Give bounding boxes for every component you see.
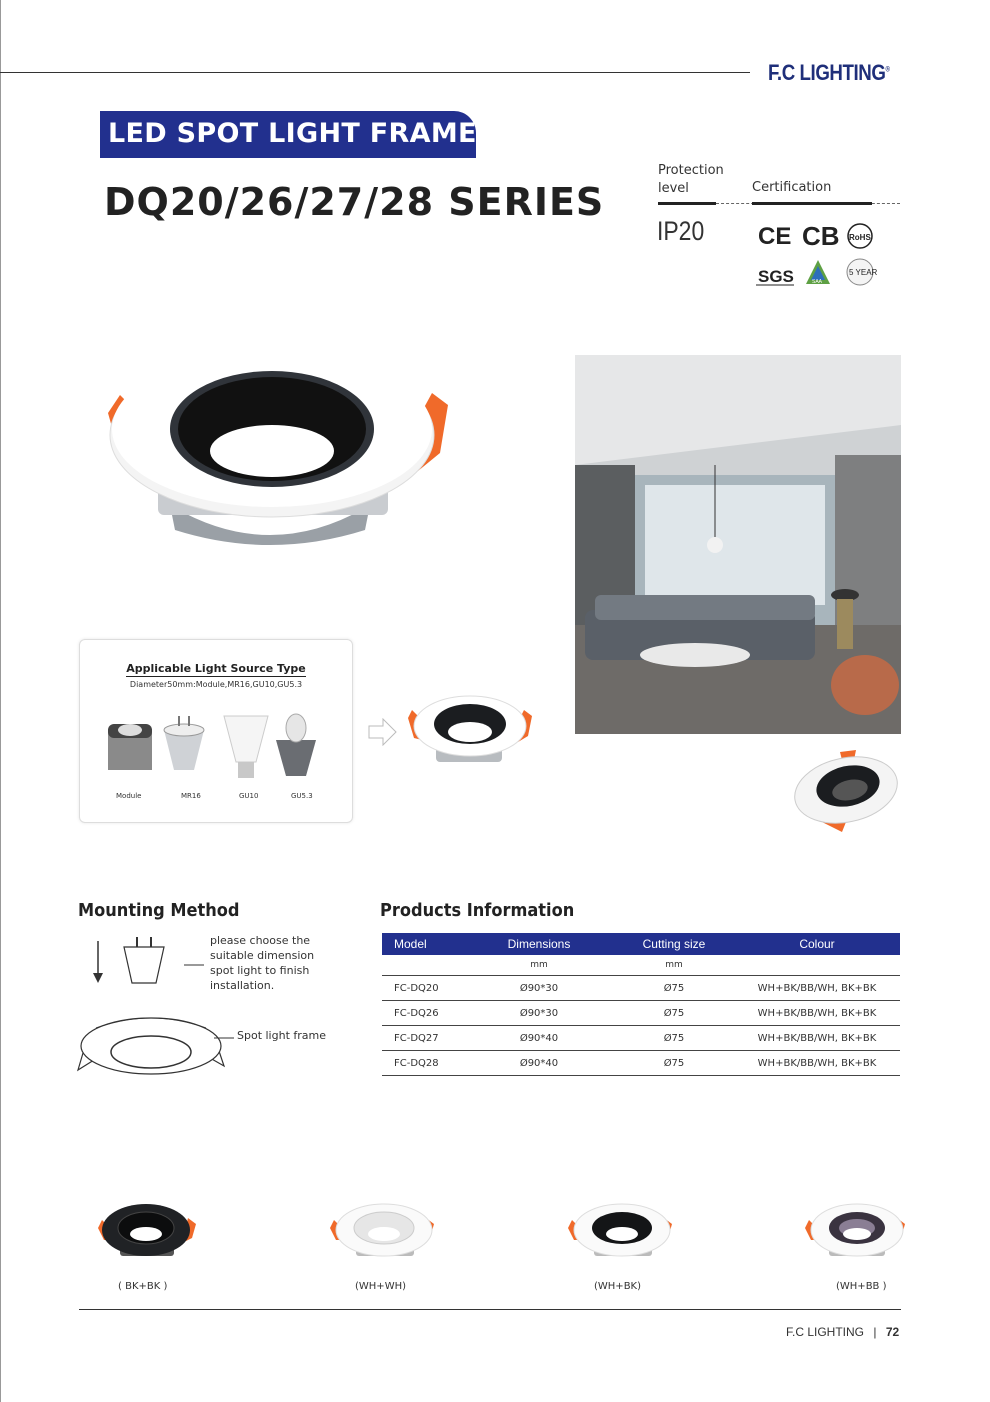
variant-label-wh-wh: (WH+WH): [355, 1281, 406, 1292]
header-model: Model: [382, 933, 464, 955]
product-small-image: [406, 688, 536, 770]
sgs-icon: SGS: [758, 267, 794, 286]
light-type-module: Module: [116, 792, 142, 800]
mounting-instruction: please choose the suitable dimension spot light to finish installation.: [210, 934, 315, 992]
page-number: 72: [885, 1325, 900, 1339]
cb-icon: CB: [802, 221, 840, 251]
product-main-image: [100, 335, 460, 560]
protection-underline: [658, 202, 716, 205]
table-row: FC-DQ20 Ø90*30 Ø75 WH+BK/BB/WH, BK+BK: [382, 976, 900, 1001]
footer-brand: F.C LIGHTING: [786, 1325, 865, 1339]
gu10-icon: [224, 716, 268, 778]
interior-photo: [575, 355, 901, 734]
table-row: FC-DQ27 Ø90*40 Ø75 WH+BK/BB/WH, BK+BK: [382, 1026, 900, 1051]
category-title: LED SPOT LIGHT FRAME: [108, 118, 477, 149]
header-cutting-size: Cutting size: [614, 933, 734, 955]
light-source-subtitle: Diameter50mm:Module,MR16,GU10,GU5.3: [129, 680, 303, 689]
module-icon: [108, 724, 152, 770]
variant-label-wh-bb: (WH+BB ): [836, 1281, 887, 1292]
light-type-mr16: MR16: [181, 792, 201, 800]
protection-label: Protection level: [658, 163, 724, 196]
mounting-diagram-frame: [76, 1010, 236, 1082]
variant-label-wh-bk: (WH+BK): [594, 1281, 642, 1292]
variant-label-bk-bk: ( BK+BK ): [118, 1281, 168, 1292]
left-margin-line: [0, 0, 1, 1402]
table-row: FC-DQ28 Ø90*40 Ø75 WH+BK/BB/WH, BK+BK: [382, 1051, 900, 1076]
header-colour: Colour: [734, 933, 900, 955]
footer-separator: |: [873, 1325, 877, 1339]
products-table: [382, 933, 900, 1076]
product-angled-image: [790, 748, 900, 838]
variant-bk-bk-image: [98, 1198, 198, 1268]
products-title: Products Information: [380, 900, 575, 921]
bulb-outline-icon: [124, 947, 164, 983]
variant-wh-wh-image: [330, 1198, 440, 1268]
ip-rating: IP20: [657, 216, 705, 246]
certification-underline: [752, 202, 872, 205]
mounting-diagram-bulb: [88, 935, 208, 987]
arrow-right-icon: [368, 718, 398, 746]
light-source-title: Applicable Light Source Type: [126, 662, 306, 675]
footer: [786, 1325, 899, 1339]
light-type-gu53: GU5.3: [291, 792, 313, 800]
bulb-images: [100, 710, 340, 790]
mounting-title: Mounting Method: [78, 900, 240, 921]
table-units-row: mm mm: [382, 955, 900, 976]
svg-text:5 YEAR: 5 YEAR: [849, 268, 878, 277]
variant-wh-bk-image: [568, 1198, 678, 1268]
mr16-icon: [164, 716, 204, 770]
svg-text:SAA: SAA: [812, 279, 823, 285]
header-dimensions: Dimensions: [464, 933, 614, 955]
table-header-row: [382, 933, 900, 955]
spot-light-frame-label: Spot light frame: [237, 1029, 326, 1042]
light-type-gu10: GU10: [239, 792, 259, 800]
table-row: FC-DQ26 Ø90*30 Ø75 WH+BK/BB/WH, BK+BK: [382, 1001, 900, 1026]
svg-text:RoHS: RoHS: [849, 233, 871, 242]
footer-rule: [79, 1309, 901, 1310]
ce-icon: CE: [758, 223, 792, 250]
brand-logo: F.C LIGHTING®: [768, 60, 890, 85]
variant-wh-bb-image: [805, 1198, 910, 1268]
gu53-icon: [276, 714, 316, 776]
certification-icons: [756, 220, 886, 290]
series-title: DQ20/26/27/28 SERIES: [104, 180, 605, 224]
certification-label: Certification: [752, 180, 832, 195]
light-source-panel: [79, 639, 353, 823]
header-rule: [0, 72, 750, 73]
